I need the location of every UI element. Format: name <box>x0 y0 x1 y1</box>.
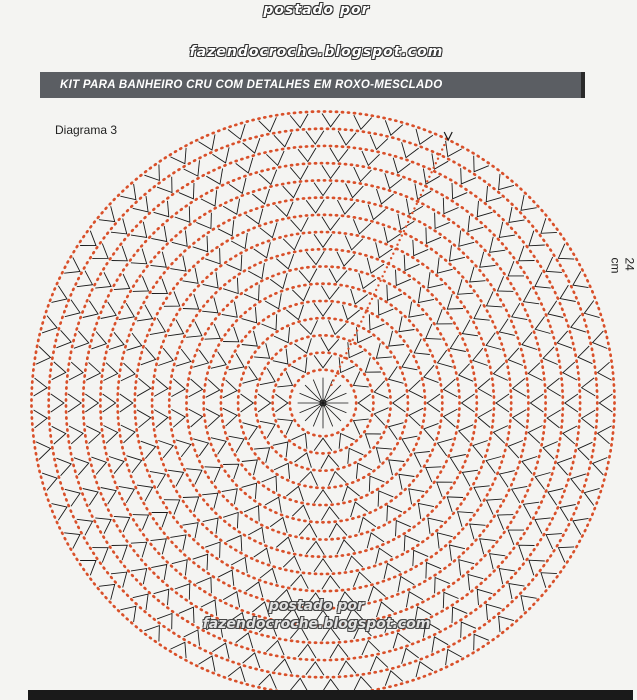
watermark-url-top: fazendocroche.blogspot.com <box>189 44 444 60</box>
page-title-banner: KIT PARA BANHEIRO CRU COM DETALHES EM ROXO-MESCLADO <box>40 72 585 98</box>
bottom-bar <box>28 690 633 700</box>
watermark-text-top: postado por <box>263 2 370 18</box>
center-spokes <box>298 378 349 429</box>
diagram-label: Diagrama 3 <box>55 123 118 137</box>
watermark-text-bottom: postado por <box>268 598 365 614</box>
watermark-url-bottom: fazendocroche.blogspot.com <box>202 616 431 632</box>
dimension-label: 24 cm <box>608 257 637 274</box>
